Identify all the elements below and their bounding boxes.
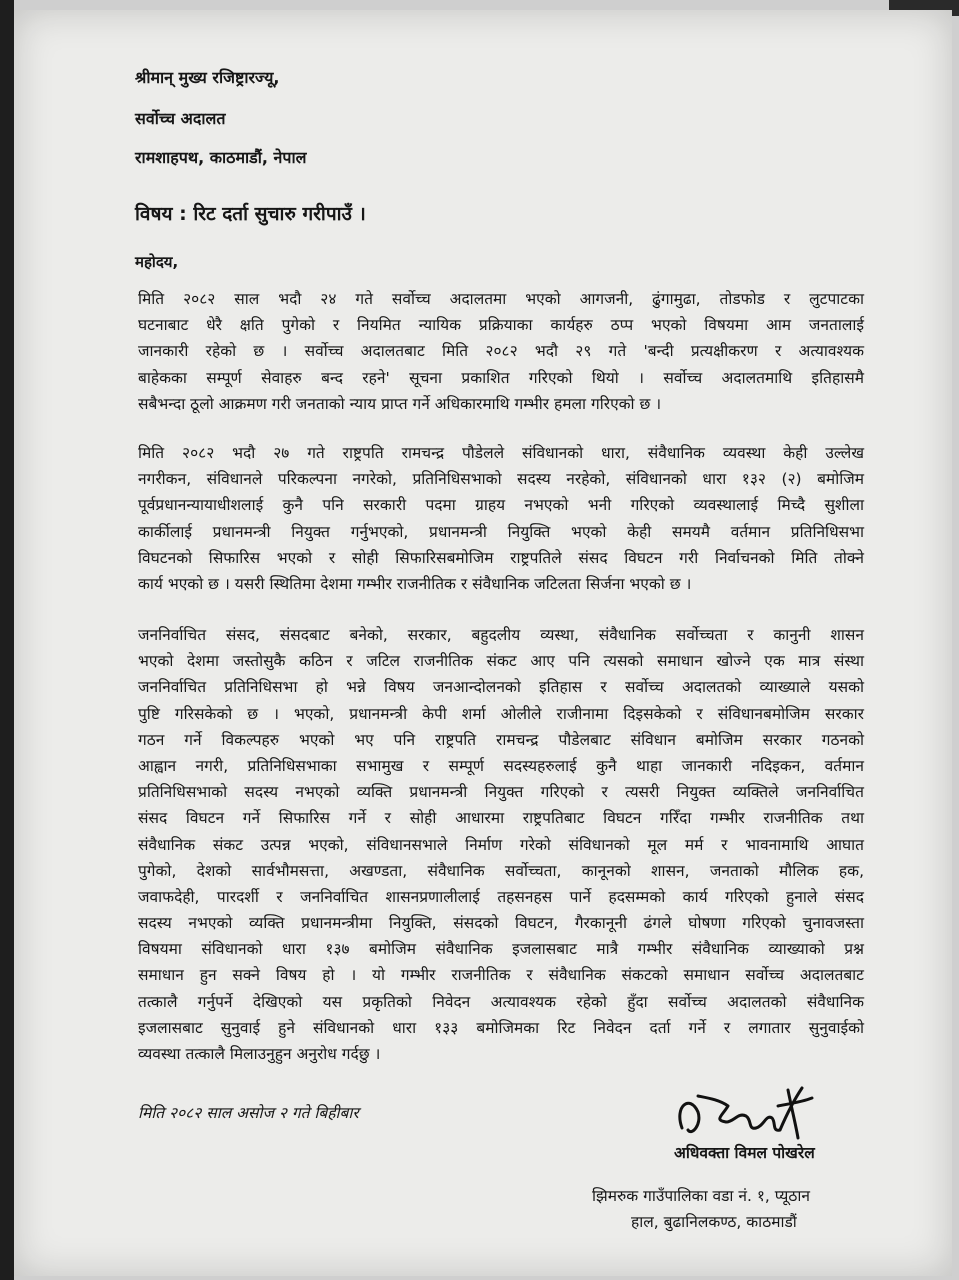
paragraph-line: सदस्य नभएको व्यक्ति प्रधानमन्त्रीमा नियुक्ति, संसदको विघटन, गैरकानूनी ढंगले घोषणा गरिएको चुनावजस्ता bbox=[138, 914, 864, 933]
paragraph-line: नगरीकन, संविधानले परिकल्पना नगरेको, प्रतिनिधिसभाको सदस्य नरहेको, संविधानको धारा १३२ (२) बमोजिम bbox=[138, 470, 864, 489]
paragraph-line: आह्वान नगरी, प्रतिनिधिसभाका सभामुख र सम्पूर्ण सदस्यहरुलाई कुनै थाहा जानकारी नदिइकन, वर्तमान bbox=[138, 756, 864, 775]
paragraph-line: इजलासबाट सुनुवाई हुने संविधानको धारा १३३ बमोजिमका रिट निवेदन दर्ता गर्ने र लगातार सुनुवाईको bbox=[138, 1018, 864, 1037]
paragraph-line: घटनाबाट धेरै क्षति पुगेको र नियमित न्यायिक प्रक्रियाका कार्यहरु ठप्प भएको विषयमा आम जनतालाई bbox=[138, 316, 864, 335]
paragraph-line: जवाफदेही, पारदर्शी र जननिर्वाचित शासनप्रणालीलाई तहसनहस पार्ने हदसम्मको कार्य गरिएको हुनाले संसद bbox=[138, 887, 864, 906]
paragraph-line: पूर्वप्रधानन्यायाधीशलाई कुनै पनि सरकारी पदमा ग्राहय नभएको भनी गरिएको व्यवस्थालाई मिच्दै सुशीला bbox=[138, 496, 864, 515]
paragraph-line: मिति २०८२ साल भदौ २४ गते सर्वोच्च अदालतमा भएको आगजनी, ढुंगामुढा, तोडफोड र लुटपाटका bbox=[138, 290, 864, 308]
paragraph-line: पुष्टि गरिसकेको छ । भएको, प्रधानमन्त्री केपी शर्मा ओलीले राजीनामा दिइसकेको र संविधानबमोजिम सरकार bbox=[138, 704, 864, 723]
recipient-line-1: श्रीमान् मुख्य रजिष्ट्रारज्यू, bbox=[135, 68, 280, 87]
signatory-address-1: झिमरुक गाउँपालिका वडा नं. १, प्यूठान bbox=[592, 1187, 811, 1205]
paragraph-1 bbox=[138, 286, 864, 417]
paragraph-line: व्यवस्था तत्कालै मिलाउनुहुन अनुरोध गर्दछु । bbox=[138, 1045, 381, 1063]
signatory-address-2: हाल, बुढानिलकण्ठ, काठमाडौं bbox=[631, 1213, 797, 1231]
paragraph-line: गठन गर्ने विकल्पहरु भएको भए पनि राष्ट्रपति रामचन्द्र पौडेलबाट संविधान बमोजिम सरकार गठनको bbox=[138, 730, 864, 749]
scan-dark-edge bbox=[0, 0, 14, 1280]
date-line: मिति २०८२ साल असोज २ गते बिहीबार bbox=[138, 1104, 359, 1122]
paragraph-line: विषयमा संविधानको धारा १३७ बमोजिम संवैधानिक इजलासबाट मात्रै गम्भीर संवैधानिक व्याख्याको प्रश्न bbox=[138, 940, 864, 959]
recipient-line-3: रामशाहपथ, काठमाडौं, नेपाल bbox=[135, 148, 307, 167]
paragraph-line: जननिर्वाचित प्रतिनिधिसभा हो भन्ने विषय जनआन्दोलनको इतिहास र सर्वोच्च अदालतको व्याख्याले यसको bbox=[138, 678, 864, 697]
paragraph-line: प्रतिनिधिसभाको सदस्य नभएको व्यक्ति प्रधानमन्त्री नियुक्त गरिएको र त्यसरी नियुक्त व्यक्तिले जननिर्वाचित bbox=[138, 783, 864, 802]
paragraph-line: संवैधानिक संकट उत्पन्न भएको, संविधानसभाले निर्माण गरेको संविधानको मूल मर्म र भावनामाथि आघात bbox=[138, 835, 864, 854]
paragraph-line: समाधान हुन सक्ने विषय हो । यो गम्भीर राजनीतिक र संवैधानिक संकटको समाधान सर्वोच्च अदालतबाट bbox=[138, 966, 864, 985]
paragraph-line: मिति २०८२ भदौ २७ गते राष्ट्रपति रामचन्द्र पौडेलले संविधानको धारा, संवैधानिक व्यवस्था केही उल्लेख bbox=[138, 444, 864, 462]
recipient-line-2: सर्वोच्च अदालत bbox=[135, 109, 226, 128]
paragraph-line: जानकारी रहेको छ । सर्वोच्च अदालतबाट मिति २०८२ भदौ २९ गते 'बन्दी प्रत्यक्षीकरण र अत्यावश्यक bbox=[138, 342, 864, 361]
paragraph-2 bbox=[138, 440, 864, 597]
paragraph-line: पुगेको, देशको सार्वभौमसत्ता, अखण्डता, संवैधानिक सर्वोच्चता, कानूनको शासन, जनताको मौलिक हक, bbox=[138, 861, 864, 880]
paragraph-line: संसद विघटन गर्ने सिफारिस गर्ने र सोही आधारमा राष्ट्रपतिबाट विघटन गरिँदा गम्भीर राजनीतिक तथा bbox=[138, 809, 864, 828]
subject-line: विषय : रिट दर्ता सुचारु गरीपाउँ । bbox=[135, 203, 366, 225]
salutation: महोदय, bbox=[135, 253, 179, 271]
paragraph-3 bbox=[138, 622, 864, 1067]
paragraph-line: बाहेकका सम्पूर्ण सेवाहरु बन्द रहने' सूचना प्रकाशित गरिएको थियो । सर्वोच्च अदालतमाथि इतिहासमै bbox=[138, 368, 864, 387]
paragraph-line: कार्य भएको छ । यसरी स्थितिमा देशमा गम्भीर राजनीतिक र संवैधानिक जटिलता सिर्जना भएको छ । bbox=[138, 574, 692, 593]
signatory-name: अधिवक्ता विमल पोखरेल bbox=[674, 1144, 815, 1162]
paragraph-line: तत्कालै गर्नुपर्ने देखिएको यस प्रकृतिको निवेदन अत्यावश्यक रहेको हुँदा सर्वोच्च अदालतको संवैधानिक bbox=[138, 992, 864, 1011]
paragraph-line: भएको देशमा जस्तोसुकै कठिन र जटिल राजनीतिक संकट आए पनि त्यसको समाधान खोज्ने एक मात्र संस्था bbox=[138, 652, 864, 671]
paragraph-line: जननिर्वाचित संसद, संसदबाट बनेको, सरकार, बहुदलीय व्यस्था, संवैधानिक सर्वोच्चता र कानुनी शासन bbox=[138, 626, 864, 644]
paragraph-line: कार्कीलाई प्रधानमन्त्री नियुक्त गर्नुभएको, प्रधानमन्त्री नियुक्ति भएको केही समयमै वर्तमान प्रतिनिधिसभा bbox=[138, 522, 864, 541]
paragraph-line: सबैभन्दा ठूलो आक्रमण गरी जनताको न्याय प्राप्त गर्ने अधिकारमाथि गम्भीर हमला गरिएको छ । bbox=[138, 394, 662, 413]
paragraph-line: विघटनको सिफारिस भएको र सोही सिफारिसबमोजिम राष्ट्रपतिले संसद विघटन गरी निर्वाचनको मिति तोक्ने bbox=[138, 548, 864, 567]
